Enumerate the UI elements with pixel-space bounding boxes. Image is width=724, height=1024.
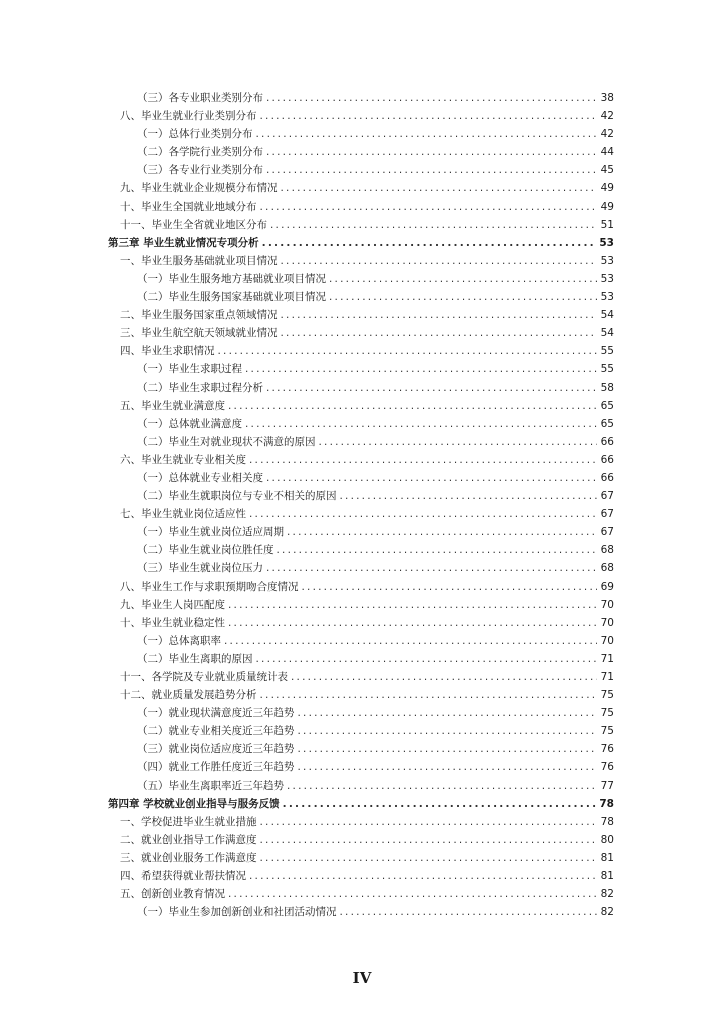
toc-entry[interactable]: [108, 360, 614, 378]
toc-entry[interactable]: [108, 758, 614, 776]
toc-entry-title: 十二、就业质量发展趋势分析: [120, 689, 257, 702]
toc-entry-title: 二、毕业生服务国家重点领域情况: [120, 309, 278, 322]
toc-entry-page: 65: [600, 399, 614, 412]
toc-entry-page: 75: [600, 689, 614, 702]
dot-leader: [266, 143, 597, 161]
toc-entry-title: 四、毕业生求职情况: [120, 345, 215, 358]
toc-entry-page: 67: [600, 508, 614, 521]
toc-entry-title: 八、毕业生就业行业类别分布: [120, 110, 257, 123]
dot-leader: [218, 342, 598, 360]
toc-entry-title: 二、就业创业指导工作满意度: [120, 833, 257, 846]
toc-entry[interactable]: [108, 415, 614, 433]
toc-entry-title: 十一、毕业生全省就业地区分布: [120, 218, 267, 231]
toc-entry-page: 42: [600, 128, 614, 141]
toc-entry-page: 66: [600, 453, 614, 466]
toc-entry-title: 七、毕业生就业岗位适应性: [120, 508, 246, 521]
toc-entry-title: 第三章 毕业生就业情况专项分析: [108, 236, 259, 249]
toc-entry-title: （二）就业专业相关度近三年趋势: [137, 725, 295, 738]
toc-entry[interactable]: [108, 324, 614, 342]
dot-leader: [228, 614, 597, 632]
toc-entry-page: 76: [600, 761, 614, 774]
dot-leader: [287, 523, 597, 541]
toc-entry[interactable]: [108, 469, 614, 487]
toc-entry-title: 十、毕业生全国就业地域分布: [120, 200, 257, 213]
dot-leader: [260, 831, 598, 849]
toc-entry-title: （二）毕业生就业岗位胜任度: [137, 544, 274, 557]
toc-entry-page: 68: [600, 562, 614, 575]
toc-entry[interactable]: [108, 397, 614, 415]
toc-entry-page: 81: [600, 851, 614, 864]
toc-entry[interactable]: [108, 867, 614, 885]
toc-entry[interactable]: [108, 686, 614, 704]
toc-entry[interactable]: [108, 614, 614, 632]
dot-leader: [228, 885, 597, 903]
toc-entry-title: 一、学校促进毕业生就业措施: [120, 815, 257, 828]
toc-entry-page: 70: [600, 634, 614, 647]
toc-entry[interactable]: [108, 578, 614, 596]
page-number: IV: [352, 969, 372, 987]
toc-entry-page: 49: [600, 200, 614, 213]
toc-entry-title: （二）毕业生对就业现状不满意的原因: [137, 435, 316, 448]
toc-entry-page: 54: [600, 309, 614, 322]
toc-entry[interactable]: [108, 650, 614, 668]
dot-leader: [266, 469, 597, 487]
toc-entry-title: 九、毕业生就业企业规模分布情况: [120, 182, 278, 195]
dot-leader: [245, 415, 597, 433]
dot-leader: [260, 198, 598, 216]
dot-leader: [298, 758, 598, 776]
toc-entry[interactable]: [108, 903, 614, 921]
toc-entry[interactable]: [108, 559, 614, 577]
toc-entry-page: 53: [599, 236, 614, 249]
toc-entry-title: 四、希望获得就业帮扶情况: [120, 870, 246, 883]
dot-leader: [329, 270, 597, 288]
dot-leader: [281, 306, 598, 324]
toc-entry-page: 78: [600, 815, 614, 828]
toc-entry-page: 76: [600, 743, 614, 756]
toc-entry-page: 55: [600, 345, 614, 358]
dot-leader: [260, 686, 598, 704]
dot-leader: [256, 125, 598, 143]
toc-entry-page: 51: [600, 218, 614, 231]
toc-entry[interactable]: [108, 632, 614, 650]
toc-entry-page: 71: [600, 652, 614, 665]
dot-leader: [262, 234, 597, 252]
toc-entry[interactable]: [108, 668, 614, 686]
dot-leader: [266, 89, 597, 107]
toc-entry[interactable]: [108, 288, 614, 306]
toc-entry-page: 54: [600, 327, 614, 340]
toc-entry[interactable]: [108, 198, 614, 216]
toc-entry[interactable]: [108, 179, 614, 197]
toc-entry-page: 81: [600, 870, 614, 883]
toc-entry-page: 49: [600, 182, 614, 195]
toc-entry-page: 53: [600, 291, 614, 304]
toc-entry[interactable]: [108, 433, 614, 451]
dot-leader: [302, 578, 598, 596]
toc-entry-page: 45: [600, 164, 614, 177]
dot-leader: [281, 324, 598, 342]
toc-entry-page: 42: [600, 110, 614, 123]
toc-entry-page: 67: [600, 526, 614, 539]
dot-leader: [249, 451, 597, 469]
toc-entry-page: 67: [600, 490, 614, 503]
dot-leader: [260, 813, 598, 831]
toc-entry-page: 82: [600, 888, 614, 901]
toc-entry-title: （四）就业工作胜任度近三年趋势: [137, 761, 295, 774]
toc-entry-page: 58: [600, 381, 614, 394]
toc-chapter-entry[interactable]: [108, 234, 614, 252]
table-of-contents: [108, 89, 614, 921]
dot-leader: [266, 379, 597, 397]
toc-entry-title: （三）各专业职业类别分布: [137, 92, 263, 104]
toc-entry-title: 六、毕业生就业专业相关度: [120, 453, 246, 466]
toc-entry-title: （三）毕业生就业岗位压力: [137, 562, 263, 575]
dot-leader: [287, 777, 597, 795]
dot-leader: [249, 867, 597, 885]
toc-entry[interactable]: [108, 813, 614, 831]
toc-entry-title: 五、创新创业教育情况: [120, 888, 225, 901]
toc-entry-title: 十一、各学院及专业就业质量统计表: [120, 671, 288, 683]
toc-entry-title: （二）毕业生就职岗位与专业不相关的原因: [137, 490, 337, 503]
dot-leader: [298, 722, 598, 740]
dot-leader: [281, 252, 598, 270]
dot-leader: [340, 903, 598, 921]
toc-entry-page: 70: [600, 616, 614, 629]
toc-entry-title: （一）总体就业满意度: [137, 417, 242, 430]
toc-entry-title: （二）各学院行业类别分布: [137, 146, 263, 159]
dot-leader: [245, 360, 597, 378]
toc-entry[interactable]: [108, 451, 614, 469]
toc-entry[interactable]: [108, 505, 614, 523]
toc-entry-page: 53: [600, 254, 614, 267]
toc-entry-title: （三）各专业行业类别分布: [137, 164, 263, 177]
toc-entry[interactable]: [108, 270, 614, 288]
toc-entry-title: 一、毕业生服务基础就业项目情况: [120, 254, 278, 267]
toc-entry-page: 75: [600, 725, 614, 738]
dot-leader: [283, 795, 597, 813]
toc-entry-page: 53: [600, 272, 614, 285]
toc-entry-title: （一）就业现状满意度近三年趋势: [137, 707, 295, 720]
dot-leader: [260, 849, 598, 867]
dot-leader: [256, 650, 598, 668]
toc-entry-title: 三、毕业生航空航天领域就业情况: [120, 327, 278, 340]
toc-entry[interactable]: [108, 704, 614, 722]
toc-entry-title: （三）就业岗位适应度近三年趋势: [137, 743, 295, 756]
dot-leader: [329, 288, 597, 306]
toc-entry[interactable]: [108, 541, 614, 559]
toc-entry[interactable]: [108, 722, 614, 740]
dot-leader: [228, 596, 597, 614]
toc-entry[interactable]: [108, 523, 614, 541]
toc-entry-title: （一）总体就业专业相关度: [137, 471, 263, 484]
toc-entry-page: 68: [600, 544, 614, 557]
toc-entry[interactable]: [108, 143, 614, 161]
toc-entry[interactable]: [108, 596, 614, 614]
dot-leader: [228, 397, 597, 415]
toc-entry[interactable]: [108, 342, 614, 360]
dot-leader: [260, 107, 598, 125]
toc-entry-title: 五、毕业生就业满意度: [120, 399, 225, 412]
toc-entry[interactable]: [108, 107, 614, 125]
toc-entry-page: 75: [600, 707, 614, 720]
toc-entry-title: （一）总体行业类别分布: [137, 128, 253, 141]
toc-entry-title: 第四章 学校就业创业指导与服务反馈: [108, 797, 280, 810]
toc-entry[interactable]: [108, 777, 614, 795]
dot-leader: [266, 559, 597, 577]
toc-entry-page: 66: [600, 471, 614, 484]
toc-chapter-entry[interactable]: [108, 795, 614, 813]
dot-leader: [249, 505, 597, 523]
dot-leader: [277, 541, 598, 559]
toc-entry[interactable]: [108, 831, 614, 849]
toc-entry-page: 55: [600, 363, 614, 376]
toc-entry-title: （一）毕业生求职过程: [137, 363, 242, 376]
toc-entry[interactable]: [108, 306, 614, 324]
toc-entry-title: （五）毕业生离职率近三年趋势: [137, 779, 284, 792]
toc-entry-page: 44: [600, 146, 614, 159]
toc-entry-title: （二）毕业生服务国家基础就业项目情况: [137, 291, 326, 304]
toc-entry-title: （二）毕业生求职过程分析: [137, 381, 263, 394]
toc-entry[interactable]: [108, 125, 614, 143]
toc-entry-title: （一）毕业生就业岗位适应周期: [137, 526, 284, 539]
toc-entry[interactable]: [108, 379, 614, 397]
toc-entry-page: 71: [600, 671, 614, 683]
toc-entry-page: 38: [600, 92, 614, 104]
toc-entry[interactable]: [108, 849, 614, 867]
toc-entry-page: 80: [600, 833, 614, 846]
toc-entry-page: 78: [599, 797, 614, 810]
toc-entry-page: 70: [600, 598, 614, 611]
dot-leader: [298, 704, 598, 722]
toc-entry-title: （一）总体离职率: [137, 634, 221, 647]
toc-entry-page: 82: [600, 906, 614, 919]
dot-leader: [319, 433, 598, 451]
toc-entry[interactable]: [108, 885, 614, 903]
toc-entry-title: 八、毕业生工作与求职预期吻合度情况: [120, 580, 299, 593]
toc-entry-title: 九、毕业生人岗匹配度: [120, 598, 225, 611]
toc-entry-title: 三、就业创业服务工作满意度: [120, 851, 257, 864]
toc-entry[interactable]: [108, 252, 614, 270]
dot-leader: [270, 216, 597, 234]
toc-entry-title: 十、毕业生就业稳定性: [120, 616, 225, 629]
toc-entry-title: （一）毕业生参加创新创业和社团活动情况: [137, 906, 337, 919]
toc-entry[interactable]: [108, 216, 614, 234]
dot-leader: [224, 632, 597, 650]
dot-leader: [291, 668, 597, 686]
dot-leader: [298, 740, 598, 758]
toc-entry-page: 77: [600, 779, 614, 792]
toc-entry-title: （一）毕业生服务地方基础就业项目情况: [137, 272, 326, 285]
toc-entry[interactable]: [108, 740, 614, 758]
toc-entry-page: 66: [600, 435, 614, 448]
toc-entry-page: 65: [600, 417, 614, 430]
dot-leader: [266, 161, 597, 179]
dot-leader: [281, 179, 598, 197]
toc-entry[interactable]: [108, 89, 614, 107]
toc-entry[interactable]: [108, 487, 614, 505]
toc-entry-page: 69: [600, 580, 614, 593]
toc-entry-title: （二）毕业生离职的原因: [137, 652, 253, 665]
toc-entry[interactable]: [108, 161, 614, 179]
dot-leader: [340, 487, 598, 505]
